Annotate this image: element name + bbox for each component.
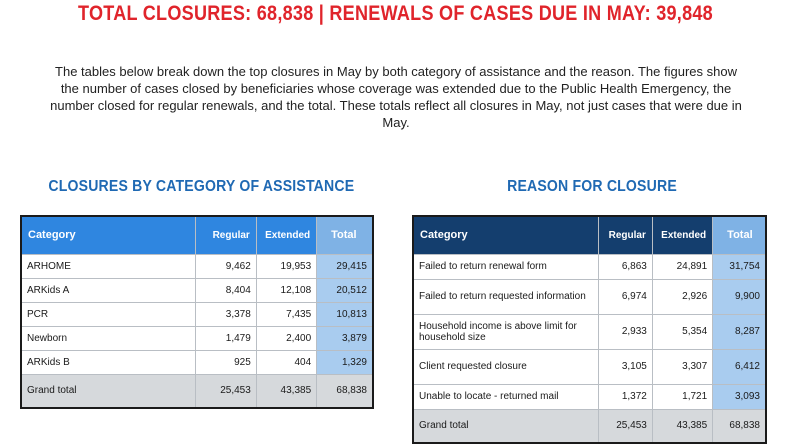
intro-paragraph: The tables below break down the top closures in May by both category of assistance and the reason. The figures show the number of cases closed by beneficiaries whose coverage was extended due to the Public Health Emergency, the number closed for regular renewals, and the total. These totals reflect all closures in May, not just cases that were due in May. bbox=[50, 64, 742, 130]
table-row bbox=[21, 278, 373, 302]
reason-table-title: REASON FOR CLOSURE bbox=[507, 178, 677, 195]
cell-total: 68,838 bbox=[713, 409, 766, 443]
cell-extended: 2,400 bbox=[256, 326, 316, 350]
grand-total-row bbox=[413, 409, 766, 443]
cell-regular: 3,105 bbox=[598, 349, 652, 384]
header-total: Total bbox=[713, 216, 766, 254]
cell-category: Failed to return renewal form bbox=[413, 254, 598, 279]
cell-regular: 1,372 bbox=[598, 384, 652, 409]
cell-regular: 9,462 bbox=[196, 254, 256, 278]
cell-regular: 2,933 bbox=[598, 314, 652, 349]
reason-for-closure-table bbox=[412, 215, 767, 444]
table-row bbox=[413, 279, 766, 314]
cell-extended: 1,721 bbox=[652, 384, 712, 409]
header-regular: Regular bbox=[598, 216, 652, 254]
cell-category: Household income is above limit for household size bbox=[413, 314, 598, 349]
table-row bbox=[21, 326, 373, 350]
table-header-row bbox=[21, 216, 373, 254]
header-extended: Extended bbox=[652, 216, 712, 254]
cell-regular: 3,378 bbox=[196, 302, 256, 326]
cell-category: PCR bbox=[21, 302, 196, 326]
cell-extended: 24,891 bbox=[652, 254, 712, 279]
cell-total: 3,093 bbox=[713, 384, 766, 409]
cell-extended: 12,108 bbox=[256, 278, 316, 302]
cell-total: 8,287 bbox=[713, 314, 766, 349]
cell-category: ARKids B bbox=[21, 350, 196, 374]
cell-category: Unable to locate - returned mail bbox=[413, 384, 598, 409]
cell-total: 3,879 bbox=[317, 326, 373, 350]
cell-total: 6,412 bbox=[713, 349, 766, 384]
cell-total: 29,415 bbox=[317, 254, 373, 278]
table-row bbox=[21, 302, 373, 326]
cell-total: 10,813 bbox=[317, 302, 373, 326]
cell-category: Failed to return requested information bbox=[413, 279, 598, 314]
cell-regular: 1,479 bbox=[196, 326, 256, 350]
header-extended: Extended bbox=[256, 216, 316, 254]
cell-regular: 8,404 bbox=[196, 278, 256, 302]
cell-regular: 925 bbox=[196, 350, 256, 374]
cell-total: 1,329 bbox=[317, 350, 373, 374]
cell-extended: 3,307 bbox=[652, 349, 712, 384]
cell-regular: 6,863 bbox=[598, 254, 652, 279]
cell-total: 31,754 bbox=[713, 254, 766, 279]
cell-category: Grand total bbox=[21, 374, 196, 408]
cell-category: Grand total bbox=[413, 409, 598, 443]
header-regular: Regular bbox=[196, 216, 256, 254]
table-row bbox=[413, 254, 766, 279]
cell-regular: 25,453 bbox=[598, 409, 652, 443]
table-header-row bbox=[413, 216, 766, 254]
cell-total: 9,900 bbox=[713, 279, 766, 314]
page-headline: TOTAL CLOSURES: 68,838 | RENEWALS OF CASES DUE IN MAY: 39,848 bbox=[77, 2, 713, 25]
cell-extended: 2,926 bbox=[652, 279, 712, 314]
grand-total-row bbox=[21, 374, 373, 408]
cell-extended: 404 bbox=[256, 350, 316, 374]
header-category: Category bbox=[413, 216, 598, 254]
cell-extended: 5,354 bbox=[652, 314, 712, 349]
cell-extended: 19,953 bbox=[256, 254, 316, 278]
cell-total: 20,512 bbox=[317, 278, 373, 302]
table-row bbox=[21, 254, 373, 278]
cell-extended: 7,435 bbox=[256, 302, 316, 326]
header-total: Total bbox=[317, 216, 373, 254]
table-row bbox=[413, 384, 766, 409]
cell-regular: 25,453 bbox=[196, 374, 256, 408]
category-table-title: CLOSURES BY CATEGORY OF ASSISTANCE bbox=[48, 178, 355, 195]
cell-category: Client requested closure bbox=[413, 349, 598, 384]
cell-regular: 6,974 bbox=[598, 279, 652, 314]
cell-total: 68,838 bbox=[317, 374, 373, 408]
header-category: Category bbox=[21, 216, 196, 254]
cell-extended: 43,385 bbox=[256, 374, 316, 408]
table-row bbox=[413, 349, 766, 384]
cell-category: Newborn bbox=[21, 326, 196, 350]
table-row bbox=[413, 314, 766, 349]
cell-category: ARHOME bbox=[21, 254, 196, 278]
cell-extended: 43,385 bbox=[652, 409, 712, 443]
closures-by-category-table bbox=[20, 215, 374, 409]
cell-category: ARKids A bbox=[21, 278, 196, 302]
table-row bbox=[21, 350, 373, 374]
